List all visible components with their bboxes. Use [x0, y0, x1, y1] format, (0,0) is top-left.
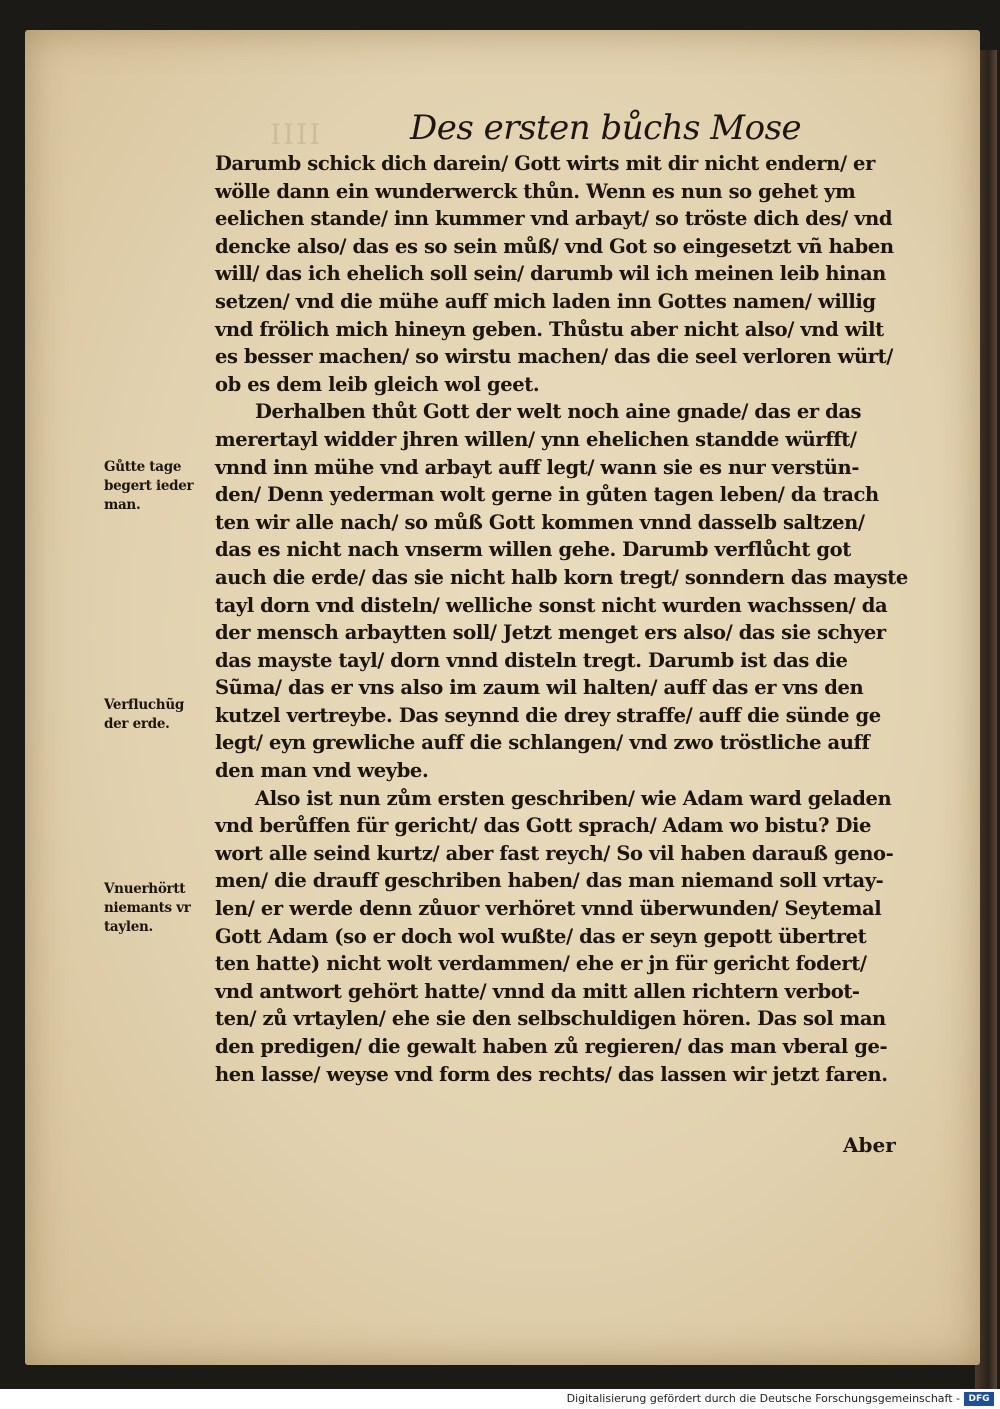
text-line: den/ Denn yederman wolt gerne in gůten tagen leben/ da trach	[215, 483, 879, 507]
funding-credit: Digitalisierung gefördert durch die Deutsche Forschungsgemeinschaft -	[566, 1392, 960, 1405]
text-line: Sũma/ das er vns also im zaum wil halten/ auff das er vns den	[215, 676, 864, 700]
margin-note	[104, 696, 216, 734]
text-line: das es nicht nach vnserm willen gehe. Darumb verflůcht got	[215, 538, 851, 562]
text-line: es besser machen/ so wirstu machen/ das die seel verloren würt/	[215, 345, 893, 369]
margin-note-line: Gůtte tage	[104, 459, 182, 475]
margin-note	[104, 880, 216, 937]
footer-bar	[0, 1389, 1000, 1409]
margin-note-line: Verfluchũg	[104, 697, 184, 713]
text-line: eelichen stande/ inn kummer vnd arbayt/ so tröste dich des/ vnd	[215, 207, 893, 231]
text-line: tayl dorn vnd disteln/ welliche sonst nicht wurden wachssen/ da	[215, 593, 888, 617]
text-line: ten/ zů vrtaylen/ ehe sie den selbschuldigen hören. Das sol man	[215, 1007, 886, 1031]
text-line: hen lasse/ weyse vnd form des rechts/ das lassen wir jetzt faren.	[215, 1062, 888, 1086]
text-line: das mayste tayl/ dorn vnnd disteln tregt. Darumb ist das die	[215, 648, 848, 672]
text-line: vnd berůffen für gericht/ das Gott sprach/ Adam wo bistu? Die	[215, 814, 872, 838]
text-line: merertayl widder jhren willen/ ynn ehelichen standde würfft/	[215, 427, 857, 451]
margin-note	[104, 458, 216, 515]
margin-note-line: begert ieder	[104, 478, 194, 494]
text-line: ten hatte) nicht wolt verdammen/ ehe er jn für gericht fodert/	[215, 952, 867, 976]
margin-note-line: der erde.	[104, 716, 170, 732]
text-line: vnd frölich mich hineyn geben. Thůstu aber nicht also/ vnd wilt	[215, 317, 884, 341]
text-line: wort alle seind kurtz/ aber fast reych/ So vil haben darauß geno-	[215, 841, 894, 865]
margin-note-line: taylen.	[104, 919, 153, 935]
text-line: will/ das ich ehelich soll sein/ darumb wil ich meinen leib hinan	[215, 262, 886, 286]
running-head: Des ersten bůchs Mose	[410, 108, 802, 148]
text-line: vnd antwort gehört hatte/ vnnd da mitt allen richtern verbot-	[215, 979, 860, 1003]
margin-note-line: man.	[104, 497, 141, 513]
text-line: setzen/ vnd die mühe auff mich laden inn Gottes namen/ willig	[215, 289, 876, 313]
margin-note-line: Vnuerhörtt	[104, 881, 186, 897]
text-line: legt/ eyn grewliche auff die schlangen/ vnd zwo tröstliche auff	[215, 731, 870, 755]
text-line: len/ er werde denn zůuor verhöret vnnd überwunden/ Seytemal	[215, 897, 882, 921]
margin-note-line: niemants vr	[104, 900, 191, 916]
text-line: vnnd inn mühe vnd arbayt auff legt/ wann sie es nur verstün-	[215, 455, 860, 479]
text-line: den man vnd weybe.	[215, 759, 429, 783]
text-line: Darumb schick dich darein/ Gott wirts mit dir nicht endern/ er	[215, 152, 875, 175]
text-line: auch die erde/ das sie nicht halb korn tregt/ sonndern das mayste	[215, 565, 908, 589]
text-line: ten wir alle nach/ so můß Gott kommen vnnd dasselb saltzen/	[215, 510, 865, 534]
text-line: Also ist nun zům ersten geschriben/ wie Adam ward geladen	[255, 786, 892, 810]
catchword: Aber	[843, 1133, 896, 1157]
text-line: wölle dann ein wunderwerck thůn. Wenn es nun so gehet ym	[215, 179, 856, 203]
dfg-logo-icon[interactable]: DFG	[964, 1392, 994, 1406]
text-line: dencke also/ das es so sein můß/ vnd Got so eingesetzt vñ haben	[215, 234, 894, 258]
text-line: der mensch arbaytten soll/ Jetzt menget ers also/ das sie schyer	[215, 621, 886, 645]
text-line: men/ die drauff geschriben haben/ das man niemand soll vrtay-	[215, 869, 884, 893]
text-line: den predigen/ die gewalt haben zů regieren/ das man vberal ge-	[215, 1035, 888, 1058]
text-line: Gott Adam (so er doch wol wußte/ das er seyn gepott übertret	[215, 924, 867, 948]
text-line: kutzel vertreybe. Das seynnd die drey straffe/ auff die sünde ge	[215, 703, 881, 727]
body-text	[215, 150, 915, 1088]
text-line: Derhalben thůt Gott der welt noch aine gnade/ das er das	[255, 400, 862, 424]
text-line: ob es dem leib gleich wol geet.	[215, 372, 540, 396]
show-through-folio: IIII	[270, 118, 323, 151]
